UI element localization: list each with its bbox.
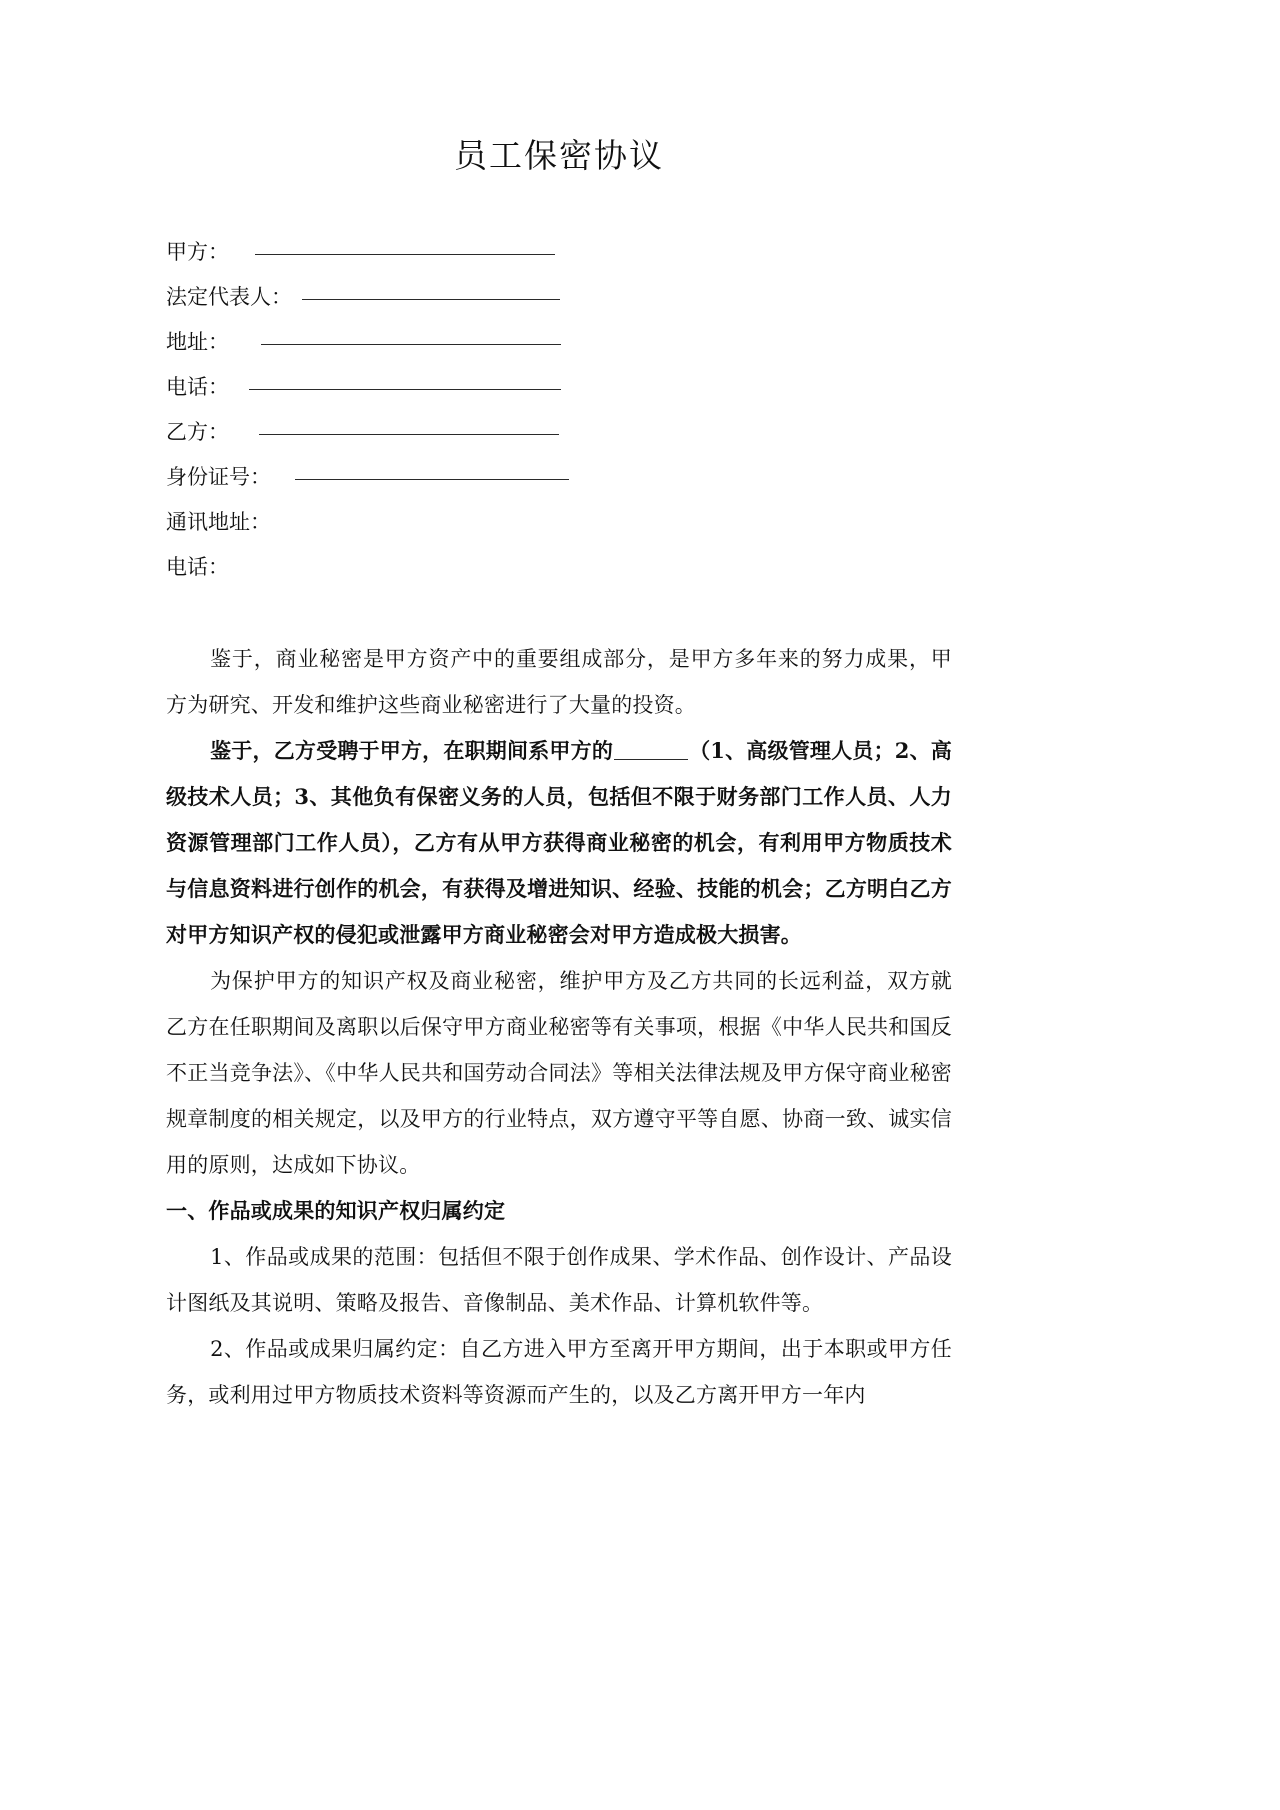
paragraph-recital-3: 为保护甲方的知识产权及商业秘密，维护甲方及乙方共同的长远利益，双方就乙方在任职期间及离职以后保守甲方商业秘密等有关事项，根据《中华人民共和国反不正当竞争法》、《中华人民共和国劳动合同法》等相关法律法规及甲方保守商业秘密规章制度的相关规定，以及甲方的行业特点，双方遵守平等自愿、协商一致、诚实信用的原则，达成如下协议。	[166, 968, 952, 1177]
party-row-jiafang	[166, 230, 952, 275]
party-label-phone-a: 电话：	[166, 374, 229, 399]
party-fill-line-jiafang[interactable]	[255, 253, 555, 255]
paragraph-recital-2	[166, 728, 952, 958]
party-fill-line-legal-representative[interactable]	[302, 298, 560, 300]
page-title: 员工保密协议	[454, 136, 664, 175]
party-label-jiafang: 甲方：	[166, 239, 229, 264]
party-row-address	[166, 320, 952, 365]
paragraph-item-1-2: 2、作品或成果归属约定：自乙方进入甲方至离开甲方期间，出于本职或甲方任务，或利用过甲方物质技术资料等资源而产生的，以及乙方离开甲方一年内	[166, 1336, 952, 1407]
paragraph-item-1-1: 1、作品或成果的范围：包括但不限于创作成果、学术作品、创作设计、产品设计图纸及其说明、策略及报告、音像制品、美术作品、计算机软件等。	[166, 1244, 952, 1315]
party-row-legal-representative	[166, 275, 952, 320]
party-label-mailing-address: 通讯地址：	[166, 509, 271, 534]
party-fill-line-id-number[interactable]	[295, 478, 569, 480]
paragraph-recital-1: 鉴于，商业秘密是甲方资产中的重要组成部分，是甲方多年来的努力成果，甲方为研究、开发和维护这些商业秘密进行了大量的投资。	[166, 646, 952, 717]
party-row-mailing-address	[166, 500, 952, 545]
recital-2-text-before-blank: 鉴于，乙方受聘于甲方，在职期间系甲方的	[210, 737, 614, 763]
party-fill-line-address[interactable]	[261, 343, 561, 345]
employee-role-fill-blank[interactable]	[614, 759, 688, 760]
section-heading-1: 一、作品或成果的知识产权归属约定	[166, 1197, 506, 1223]
document-body	[166, 0, 952, 1418]
party-label-yifang: 乙方：	[166, 419, 229, 444]
party-row-phone-b	[166, 545, 952, 590]
party-label-address: 地址：	[166, 329, 229, 354]
party-label-id-number: 身份证号：	[166, 464, 271, 489]
party-row-phone-a	[166, 365, 952, 410]
party-label-legal-representative: 法定代表人：	[166, 284, 292, 309]
party-row-yifang	[166, 410, 952, 455]
party-fill-line-phone-a[interactable]	[249, 388, 561, 390]
party-row-id-number	[166, 455, 952, 500]
recital-2-text-after-blank: （1、高级管理人员；2、高级技术人员；3、其他负有保密义务的人员，包括但不限于财务部门工作人员、人力资源管理部门工作人员），乙方有从甲方获得商业秘密的机会，有利用甲方物质技术与信息资料进行创作的机会，有获得及增进知识、经验、技能的机会；乙方明白乙方对甲方知识产权的侵犯或泄露甲方商业秘密会对甲方造成极大损害。	[166, 737, 952, 947]
party-label-phone-b: 电话：	[166, 554, 229, 579]
party-information-block	[166, 230, 952, 590]
block-spacer	[166, 590, 952, 636]
party-fill-line-yifang[interactable]	[259, 433, 559, 435]
